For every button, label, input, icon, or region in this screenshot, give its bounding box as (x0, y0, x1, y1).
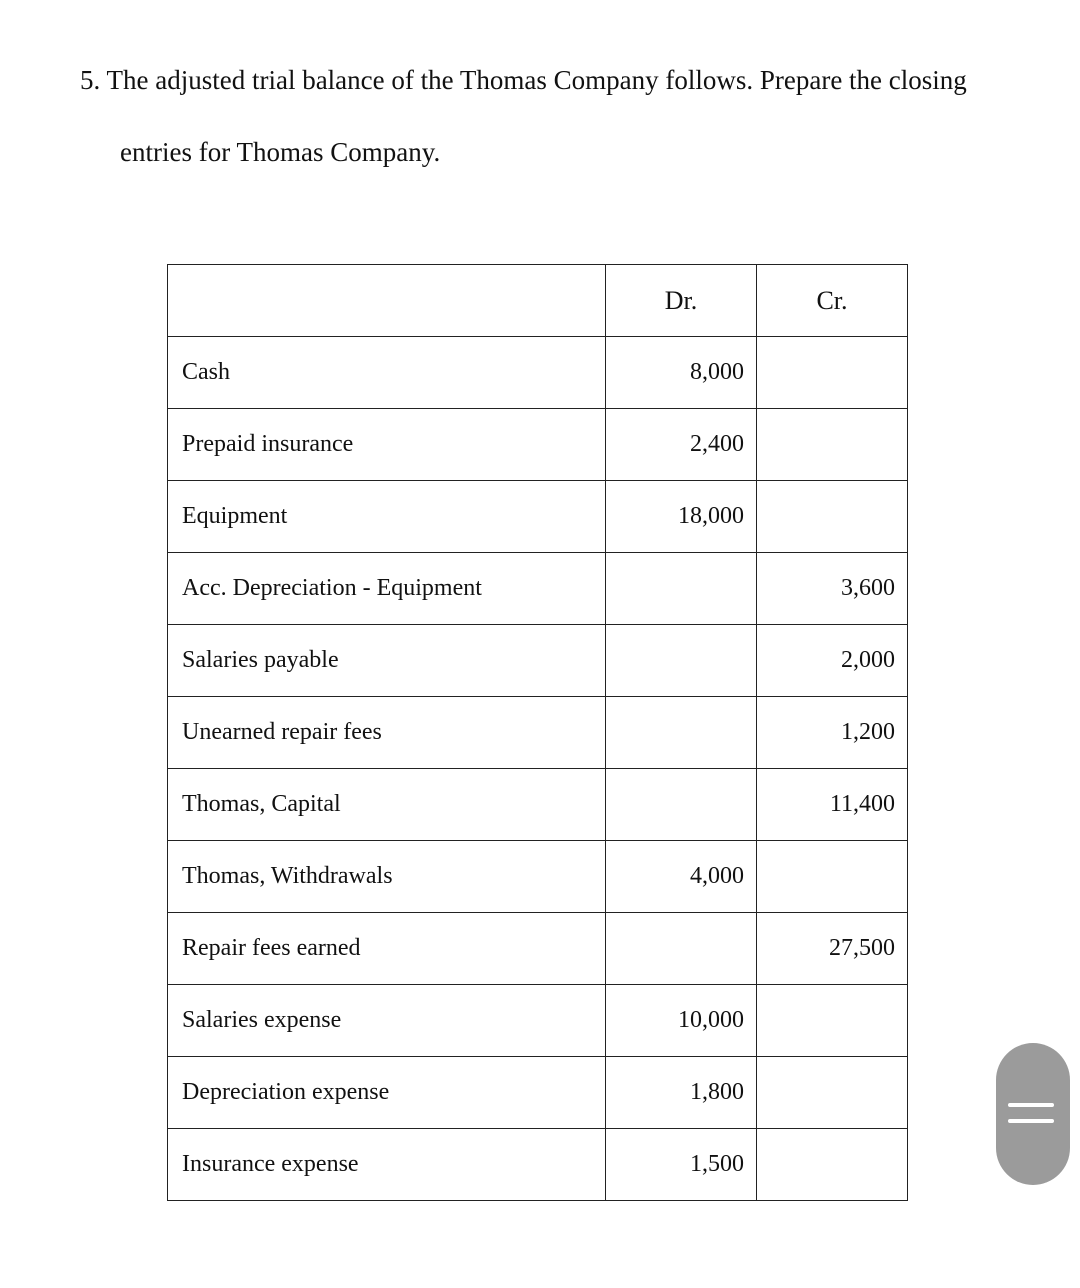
debit-amount: 18,000 (606, 481, 757, 553)
table-row (168, 409, 908, 481)
credit-amount: 1,200 (757, 697, 908, 769)
debit-amount: 1,500 (606, 1129, 757, 1201)
table-row (168, 1129, 908, 1201)
table-row (168, 337, 908, 409)
table-row (168, 913, 908, 985)
question-line-1: 5. The adjusted trial balance of the Thomas Company follows. Prepare the closing (80, 65, 967, 95)
debit-amount (606, 769, 757, 841)
debit-amount: 4,000 (606, 841, 757, 913)
account-name: Thomas, Withdrawals (168, 841, 606, 913)
account-name: Prepaid insurance (168, 409, 606, 481)
account-name: Equipment (168, 481, 606, 553)
account-name: Depreciation expense (168, 1057, 606, 1129)
debit-amount: 8,000 (606, 337, 757, 409)
credit-amount (757, 409, 908, 481)
table-row (168, 841, 908, 913)
account-name: Salaries payable (168, 625, 606, 697)
table-row (168, 625, 908, 697)
drag-handle-bar-top (1008, 1103, 1054, 1107)
debit-amount: 2,400 (606, 409, 757, 481)
account-name: Repair fees earned (168, 913, 606, 985)
credit-amount (757, 985, 908, 1057)
table-row (168, 697, 908, 769)
account-name: Thomas, Capital (168, 769, 606, 841)
drag-handle-bar-bottom (1008, 1119, 1054, 1123)
credit-amount: 11,400 (757, 769, 908, 841)
credit-amount (757, 1057, 908, 1129)
debit-amount: 1,800 (606, 1057, 757, 1129)
credit-amount (757, 481, 908, 553)
credit-amount: 2,000 (757, 625, 908, 697)
table-row (168, 553, 908, 625)
account-name: Unearned repair fees (168, 697, 606, 769)
account-name: Cash (168, 337, 606, 409)
header-debit: Dr. (606, 265, 757, 337)
debit-amount (606, 697, 757, 769)
scroll-handle[interactable] (996, 1043, 1070, 1185)
debit-amount (606, 913, 757, 985)
account-name: Acc. Depreciation - Equipment (168, 553, 606, 625)
question-text (80, 62, 1040, 170)
trial-balance-table (167, 264, 908, 1201)
table-row (168, 1057, 908, 1129)
header-credit: Cr. (757, 265, 908, 337)
debit-amount (606, 553, 757, 625)
credit-amount (757, 1129, 908, 1201)
account-name: Salaries expense (168, 985, 606, 1057)
header-account (168, 265, 606, 337)
credit-amount (757, 841, 908, 913)
debit-amount: 10,000 (606, 985, 757, 1057)
table-row (168, 481, 908, 553)
question-line-2: entries for Thomas Company. (120, 137, 441, 167)
credit-amount: 27,500 (757, 913, 908, 985)
credit-amount (757, 337, 908, 409)
table-header-row (168, 265, 908, 337)
table-row (168, 769, 908, 841)
account-name: Insurance expense (168, 1129, 606, 1201)
debit-amount (606, 625, 757, 697)
table-row (168, 985, 908, 1057)
credit-amount: 3,600 (757, 553, 908, 625)
